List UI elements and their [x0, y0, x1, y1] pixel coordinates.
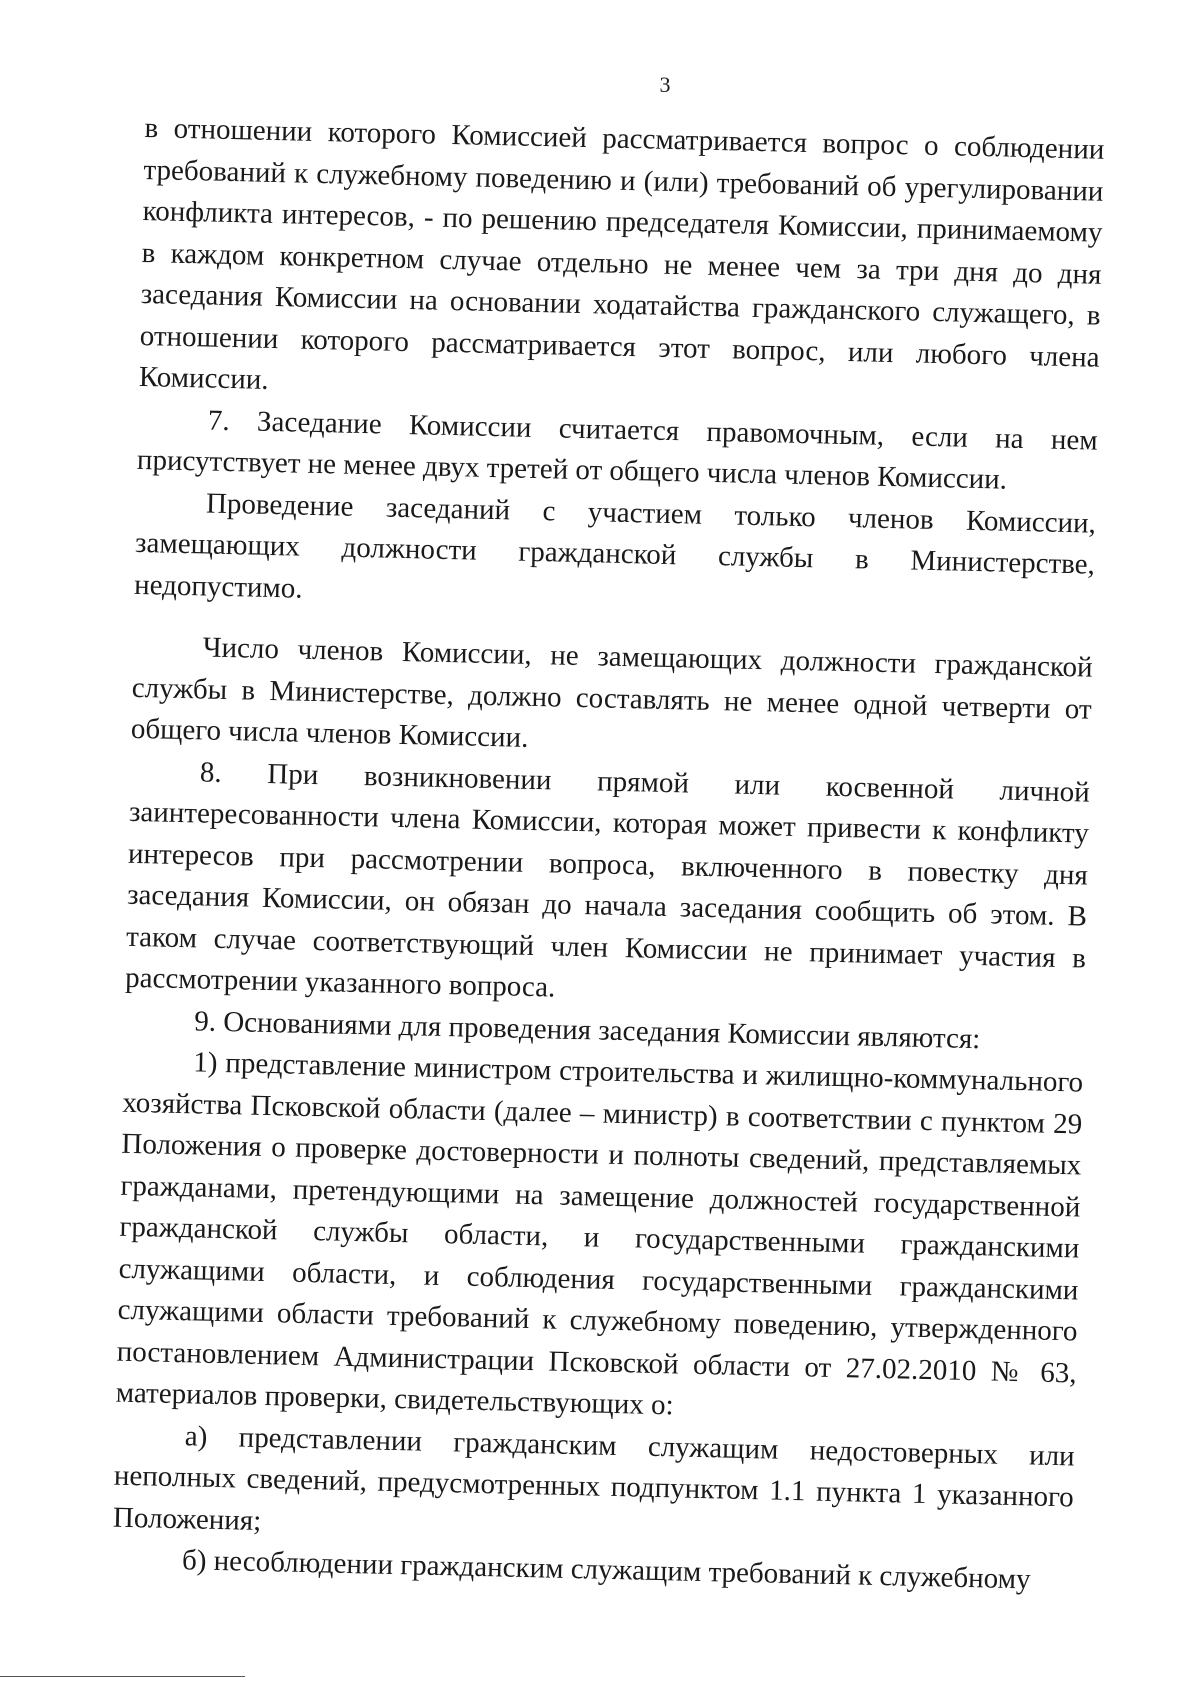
paragraph-item-8: 8. При возникновении прямой или косвенной личной заинтересованности члена Комиссии, которая может привести к конфликту интересов при рассмотрении вопроса, включенного в повестку дня заседания Комиссии, он обязан до начала заседания сообщить об этом. В таком случае соответствующий член Комиссии не принимает участия в рассмотрении указанного вопроса.	[124, 755, 1091, 1004]
paragraph-item-7: 7. Заседание Комиссии считается правомочным, если на нем присутствует не менее двух третей от общего числа членов Комиссии.	[136, 404, 1099, 496]
paragraph-continuation: в отношении которого Комиссией рассматривается вопрос о соблюдении требований к служебному поведению и (или) требований об урегулировании конфликта интересов, - по решению председателя Комиссии, принимаемому в каждом конкретном случае отдельно не менее чем за три дня до дня заседания Комиссии на основании ходатайства гражданского служащего, в отношении которого рассматривается этот вопрос, или любого члена Комиссии.	[138, 111, 1105, 396]
paragraph-item-9: 9. Основаниями для проведения заседания Комиссии являются:	[193, 1004, 981, 1055]
body-text	[112, 108, 1105, 1602]
paragraph-subitem-1: 1) представление министром строительства и жилищно-коммунального хозяйства Псковской области (далее – министр) в соответствии с пунктом 29 Положения о проверке достоверности и полноты сведений, представляемых гражданами, претендующими на замещение должностей государственной гражданской службы области, и государственными гражданскими служащими области, и соблюдения государственными гражданскими служащими области требований к служебному поведению, утвержденного постановлением Администрации Псковской области от 27.02.2010 № 63, материалов проверки, свидетельствующих о:	[115, 1046, 1084, 1422]
footnote-divider	[0, 1676, 245, 1677]
paragraph-members-count: Число членов Комиссии, не замещающих должности гражданской службы в Министерстве, должно составлять не менее одной четверти от общего числа членов Комиссии.	[130, 631, 1093, 754]
paragraph-subitem-a: а) представлении гражданским служащим недостоверных или неполных сведений, предусмотренных подпунктом 1.1 пункта 1 указанного Положения;	[112, 1419, 1076, 1537]
page-number: 3	[659, 72, 671, 97]
paragraph-subitem-b: б) несоблюдении гражданским служащим требований к служебному	[181, 1544, 1031, 1596]
paragraph-meetings: Проведение заседаний с участием только членов Комиссии, замещающих должности гражданской службы в Министерстве, недопустимо.	[133, 486, 1097, 605]
